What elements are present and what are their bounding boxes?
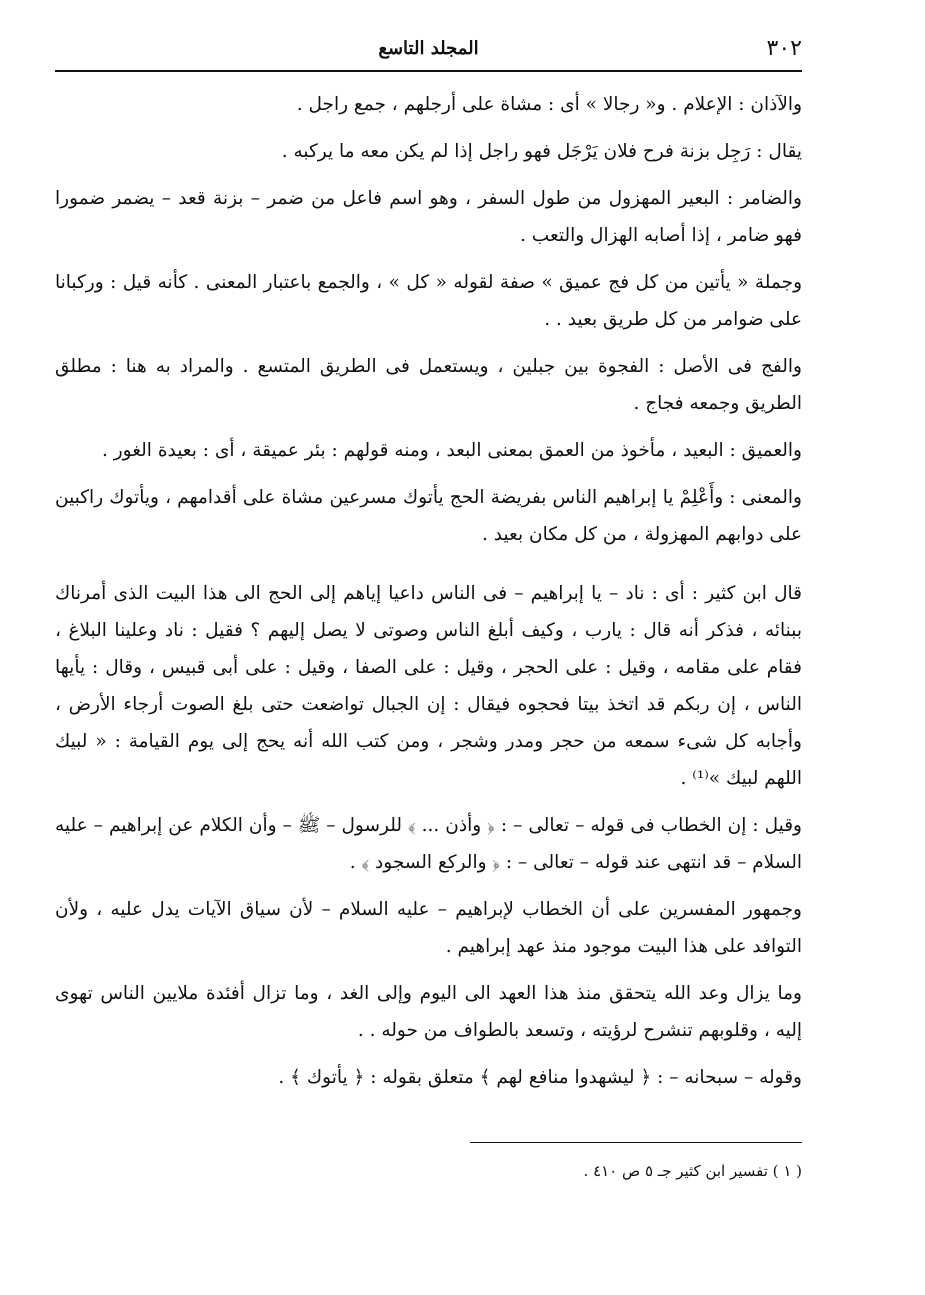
paragraph: وجمهور المفسرين على أن الخطاب لإبراهيم – عليه السلام – لأن سياق الآيات يدل عليه ، ولأن التوافد على هذا البيت موجود منذ عهد إبراهيم . [55,899,802,957]
paragraph: والمعنى : وأَعْلِمْ يا إبراهيم الناس بفريضة الحج يأتوك مسرعين مشاة على أقدامهم ، ويأتوك راكبين على دوابهم المهزولة ، من كل مكان بعيد . [55,487,802,545]
paragraph: وما يزال وعد الله يتحقق منذ هذا العهد الى اليوم وإلى الغد ، وما تزال أفئدة ملايين الناس تهوى إليه ، وقلوبهم تنشرح لرؤيته ، وتسعد بالطواف من حوله . . [55,983,802,1041]
footnote-divider [470,1142,802,1143]
paragraph: والعميق : البعيد ، مأخوذ من العمق بمعنى البعد ، ومنه قولهم : بئر عميقة ، أى : بعيدة الغور . [101,440,802,461]
paragraph: والآذان : الإعلام . و« رجالا » أى : مشاة على أرجلهم ، جمع راجل . [296,94,802,115]
paragraph: والفج فى الأصل : الفجوة بين جبلين ، ويستعمل فى الطريق المتسع . والمراد به هنا : مطلق الطريق وجمعه فجاج . [55,356,802,414]
paragraph: وقيل : إن الخطاب فى قوله – تعالى – : ﴿ وأذن ... ﴾ للرسول – ﷺ – وأن الكلام عن إبراهيم – عليه السلام – قد انتهى عند قوله – تعالى – : ﴿ والركع السجود ﴾ . [55,815,802,873]
footnote: ( ١ ) تفسير ابن كثير جـ ٥ ص ٤١٠ . [583,1162,802,1180]
page-number: ٣٠٢ [766,36,802,61]
paragraph: يقال : رَجِل بزنة فرح فلان يَرْجَل فهو راجل إذا لم يكن معه ما يركبه . [281,141,802,162]
volume-title: المجلد التاسع [378,38,479,59]
paragraph: والضامر : البعير المهزول من طول السفر ، وهو اسم فاعل من ضمر – بزنة قعد – يضمر ضمورا فهو ضامر ، إذا أصابه الهزال والتعب . [55,188,802,246]
paragraph: قال ابن كثير : أى : ناد – يا إبراهيم – فى الناس داعيا إياهم إلى الحج الى هذا البيت الذى أمرناك ببنائه ، فذكر أنه قال : يارب ، وكيف أبلغ الناس وصوتى لا يصل إليهم ؟ فقيل : ناد وعلينا البلاغ ، فقام على مقامه ، وقيل : على الحجر ، وقيل : على الصفا ، وقيل : على أبى قبيس ، وقال : يأيها الناس ، إن ربكم قد اتخذ بيتا فحجوه فيقال : إن الجبال تواضعت حتى بلغ الصوت أرجاء الأرض ، وأجابه كل شىء سمعه من حجر ومدر وشجر ، ومن كتب الله أنه يحج إلى يوم القيامة : « لبيك اللهم لبيك »⁽¹⁾ . [55,583,802,789]
body-text [55,86,802,1106]
paragraph: وقوله – سبحانه – : ﴿ ليشهدوا منافع لهم ﴾ متعلق بقوله : ﴿ يأتوك ﴾ . [278,1067,802,1088]
page-header [55,34,802,72]
paragraph: وجملة « يأتين من كل فج عميق » صفة لقوله « كل » ، والجمع باعتبار المعنى . كأنه قيل : وركبانا على ضوامر من كل طريق بعيد . . [55,272,802,330]
